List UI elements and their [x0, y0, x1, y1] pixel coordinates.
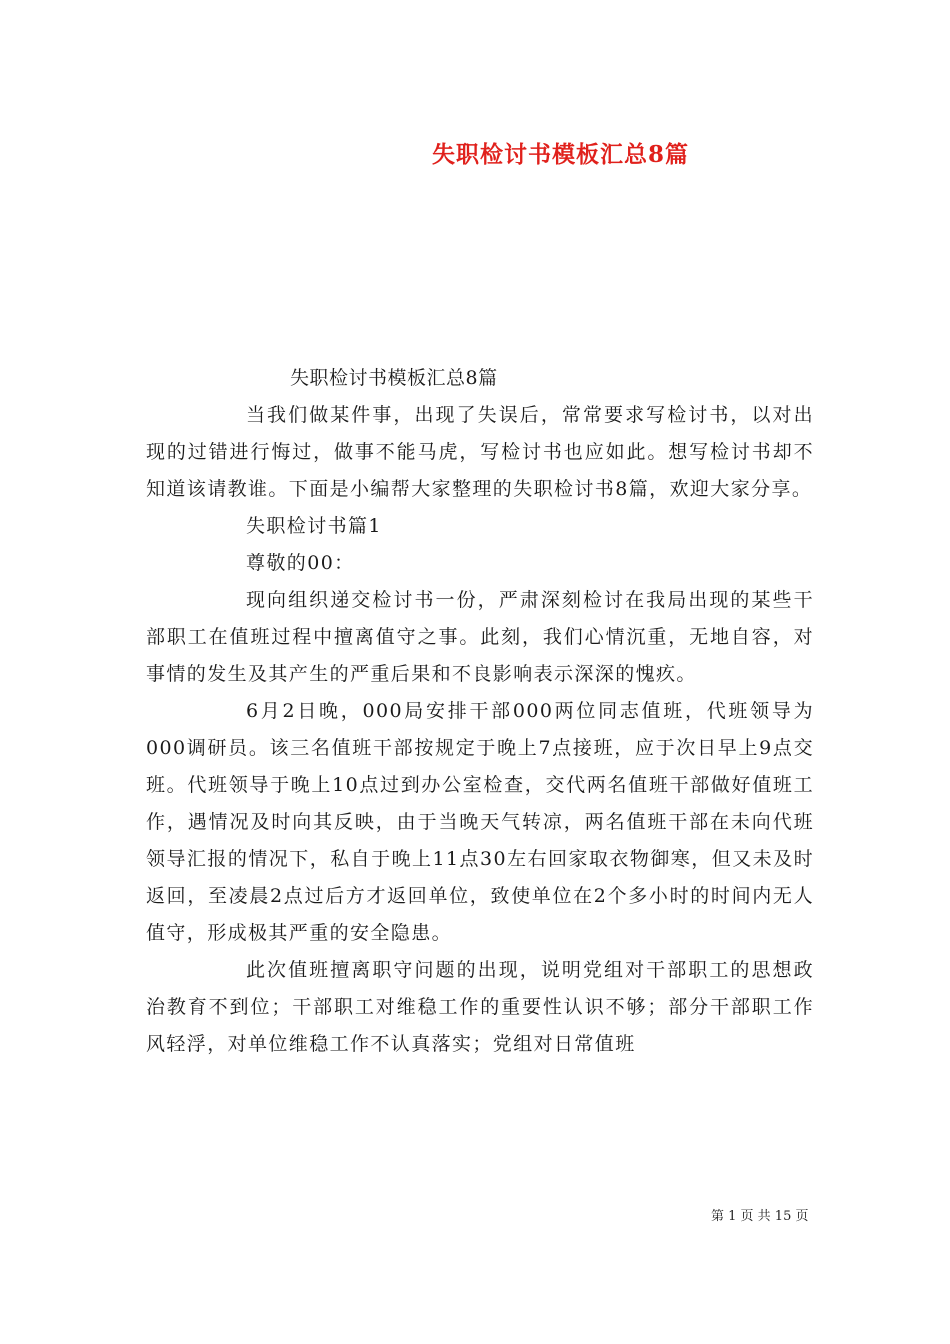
section-heading: 失职检讨书篇1 — [246, 515, 382, 537]
body-paragraph: 此次值班擅离职守问题的出现，说明党组对干部职工的思想政治教育不到位；干部职工对维稳工作的重要性认识不够；部分干部职工作风轻浮，对单位维稳工作不认真落实；党组对日常值班 — [146, 959, 814, 1055]
intro-paragraph: 当我们做某件事，出现了失误后，常常要求写检讨书，以对出现的过错进行悔过，做事不能马虎，写检讨书也应如此。想写检讨书却不知道该请教谁。下面是小编帮大家整理的失职检讨书8篇，欢迎大家分享。 — [146, 404, 814, 500]
body-paragraph: 6月2日晚，000局安排干部000两位同志值班，代班领导为000调研员。该三名值班干部按规定于晚上7点接班，应于次日早上9点交班。代班领导于晚上10点过到办公室检查，交代两名值班干部做好值班工作，遇情况及时向其反映，由于当晚天气转凉，两名值班干部在未向代班领导汇报的情况下，私自于晚上11点30左右回家取衣物御寒，但又未及时返回，至凌晨2点过后方才返回单位，致使单位在2个多小时的时间内无人值守，形成极其严重的安全隐患。 — [146, 700, 814, 944]
document-subtitle: 失职检讨书模板汇总8篇 — [290, 367, 498, 389]
page-number-footer: 第 1 页 共 15 页 — [711, 1209, 809, 1224]
document-title: 失职检讨书模板汇总8篇 — [432, 141, 690, 168]
document-body — [146, 360, 814, 1063]
salutation: 尊敬的00： — [246, 552, 355, 574]
body-paragraph: 现向组织递交检讨书一份，严肃深刻检讨在我局出现的某些干部职工在值班过程中擅离值守之事。此刻，我们心情沉重，无地自容，对事情的发生及其产生的严重后果和不良影响表示深深的愧疚。 — [146, 589, 814, 685]
